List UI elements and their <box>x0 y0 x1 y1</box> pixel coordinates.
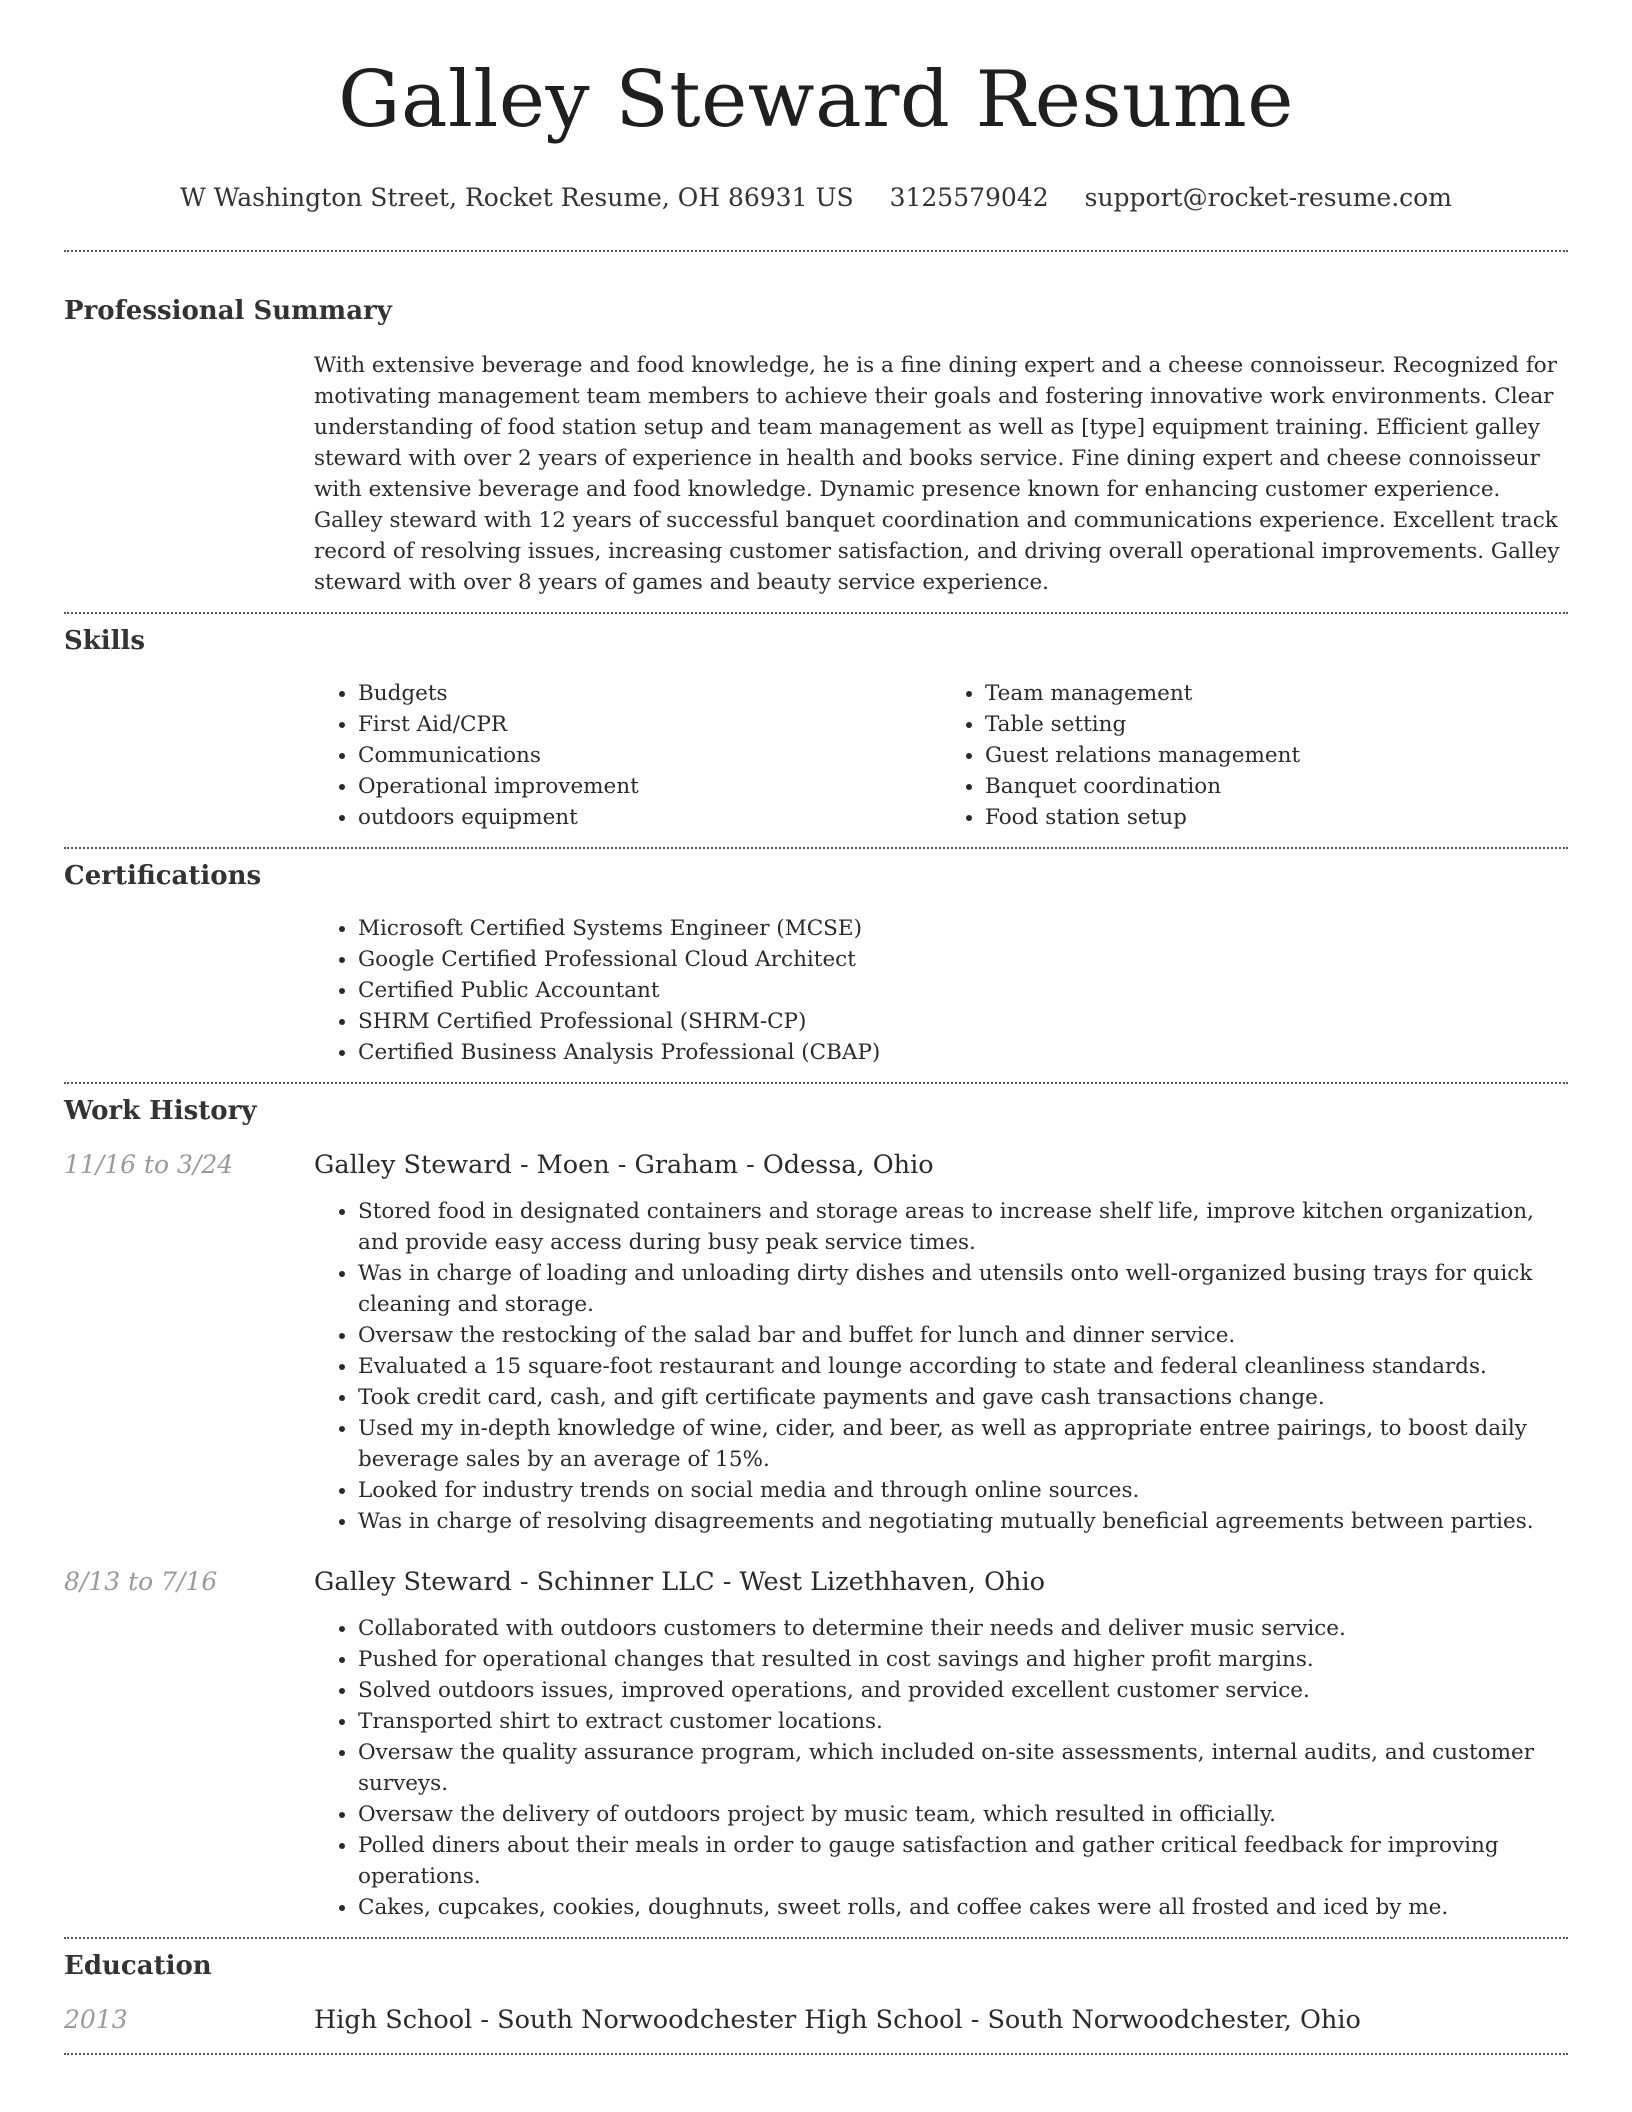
education-year: 2013 <box>64 2005 128 2034</box>
job-duties <box>314 1196 1568 1537</box>
job-bullet: • Solved outdoors issues, improved operations, and provided excellent customer service. <box>358 1675 1568 1706</box>
resume-title: Galley Steward Resume <box>338 55 1294 145</box>
contact-address: W Washington Street, Rocket Resume, OH 86931 US <box>180 183 854 212</box>
education-section <box>64 1939 1568 2053</box>
job-bullet: • Used my in-depth knowledge of wine, cider, and beer, as well as appropriate entree pairings, to boost daily beverage sales by an average of 15%. <box>358 1413 1568 1475</box>
job-bullet: • Oversaw the quality assurance program, which included on-site assessments, internal audits, and customer surveys. <box>358 1737 1568 1799</box>
skill-item: • Communications <box>358 740 941 771</box>
job-bullet: • Cakes, cupcakes, cookies, doughnuts, sweet rolls, and coffee cakes were all frosted and iced by me. <box>358 1892 1568 1923</box>
job-dates: 11/16 to 3/24 <box>64 1150 234 1179</box>
skills-section <box>64 614 1568 847</box>
skill-item: • Team management <box>985 678 1568 709</box>
certifications-list <box>314 913 1568 1068</box>
job-bullets <box>314 1196 1568 1537</box>
skill-item: • Budgets <box>358 678 941 709</box>
job-bullet: • Looked for industry trends on social media and through online sources. <box>358 1475 1568 1506</box>
skill-item: • Operational improvement <box>358 771 941 802</box>
skill-item: • Banquet coordination <box>985 771 1568 802</box>
skill-item: • Table setting <box>985 709 1568 740</box>
divider <box>64 2053 1568 2055</box>
skill-item: • First Aid/CPR <box>358 709 941 740</box>
job-entry <box>64 1567 1568 1923</box>
skills-heading: Skills <box>64 626 146 656</box>
summary-text: With extensive beverage and food knowledge, he is a fine dining expert and a cheese connoisseur. Recognized for motivating management team members to achieve their goals and fostering innovative work environments. Clear understanding of food station setup and team management as well as [type] equipment training. Efficient galley steward with over 2 years of experience in health and books service. Fine dining expert and cheese connoisseur with extensive beverage and food knowledge. Dynamic presence known for enhancing customer experience. Galley steward with 12 years of successful banquet coordination and communications experience. Excellent track record of resolving issues, increasing customer satisfaction, and driving overall operational improvements. Galley steward with over 8 years of games and beauty service experience. <box>314 353 1560 595</box>
education-title: High School - South Norwoodchester High School - South Norwoodchester, Ohio <box>314 2005 1361 2035</box>
skills-left-column <box>314 678 941 833</box>
summary-section <box>64 252 1568 612</box>
certification-item: • Google Certified Professional Cloud Architect <box>358 944 1568 975</box>
skill-item: • Guest relations management <box>985 740 1568 771</box>
job-title: Galley Steward - Moen - Graham - Odessa, Ohio <box>314 1150 934 1180</box>
certification-item: • Microsoft Certified Systems Engineer (MCSE) <box>358 913 1568 944</box>
skill-item: • outdoors equipment <box>358 802 941 833</box>
education-entry <box>64 2005 1568 2035</box>
contact-email: support@rocket-resume.com <box>1084 183 1452 212</box>
job-duties <box>314 1613 1568 1923</box>
certifications-section <box>64 849 1568 1082</box>
job-bullet: • Pushed for operational changes that resulted in cost savings and higher profit margins. <box>358 1644 1568 1675</box>
job-title: Galley Steward - Schinner LLC - West Lizethhaven, Ohio <box>314 1567 1045 1597</box>
job-bullet: • Evaluated a 15 square-foot restaurant and lounge according to state and federal cleanliness standards. <box>358 1351 1568 1382</box>
skill-item: • Food station setup <box>985 802 1568 833</box>
certification-item: • Certified Public Accountant <box>358 975 1568 1006</box>
job-bullet: • Oversaw the restocking of the salad bar and buffet for lunch and dinner service. <box>358 1320 1568 1351</box>
skills-list <box>314 678 1568 833</box>
job-bullet: • Polled diners about their meals in order to gauge satisfaction and gather critical feedback for improving operations. <box>358 1830 1568 1892</box>
contact-line <box>64 182 1568 214</box>
job-dates: 8/13 to 7/16 <box>64 1567 218 1596</box>
summary-body <box>314 350 1568 598</box>
job-bullet: • Was in charge of loading and unloading dirty dishes and utensils onto well-organized busing trays for quick cleaning and storage. <box>358 1258 1568 1320</box>
job-bullets <box>314 1613 1568 1923</box>
job-bullet: • Took credit card, cash, and gift certificate payments and gave cash transactions change. <box>358 1382 1568 1413</box>
job-bullet: • Was in charge of resolving disagreements and negotiating mutually beneficial agreements between parties. <box>358 1506 1568 1537</box>
job-entry <box>64 1150 1568 1537</box>
work-history-section <box>64 1084 1568 1937</box>
skills-right-column <box>941 678 1568 833</box>
job-header <box>64 1150 1568 1180</box>
job-header <box>64 1567 1568 1597</box>
certifications-heading: Certifications <box>64 861 262 891</box>
job-bullet: • Stored food in designated containers and storage areas to increase shelf life, improve kitchen organization, and provide easy access during busy peak service times. <box>358 1196 1568 1258</box>
certifications-body <box>314 913 1568 1068</box>
education-heading: Education <box>64 1951 212 1981</box>
contact-phone: 3125579042 <box>889 183 1049 212</box>
job-bullet: • Transported shirt to extract customer locations. <box>358 1706 1568 1737</box>
summary-heading: Professional Summary <box>64 296 392 326</box>
work-history-heading: Work History <box>64 1096 257 1126</box>
job-bullet: • Collaborated with outdoors customers to determine their needs and deliver music service. <box>358 1613 1568 1644</box>
certification-item: • SHRM Certified Professional (SHRM-CP) <box>358 1006 1568 1037</box>
certification-item: • Certified Business Analysis Professional (CBAP) <box>358 1037 1568 1068</box>
job-bullet: • Oversaw the delivery of outdoors project by music team, which resulted in officially. <box>358 1799 1568 1830</box>
